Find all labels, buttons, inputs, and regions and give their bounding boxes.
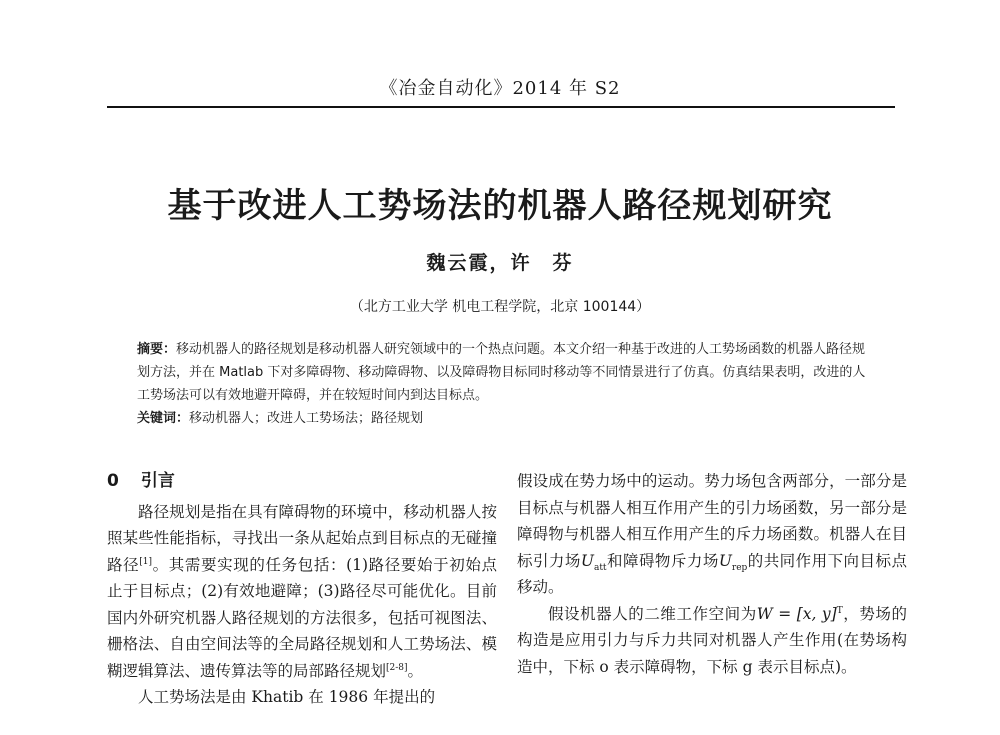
intro-text-end: 。 xyxy=(407,661,424,680)
continued-paragraph xyxy=(517,468,907,601)
citation: [1] xyxy=(139,556,152,567)
paper-title: 基于改进人工势场法的机器人路径规划研究 xyxy=(167,186,833,226)
u-att-subscript: att xyxy=(593,562,607,573)
left-column xyxy=(107,468,497,711)
intro-paragraph xyxy=(107,499,497,685)
right-column xyxy=(517,468,907,680)
section-title: 引言 xyxy=(140,471,175,491)
abstract-label: 摘要： xyxy=(137,342,177,357)
workspace-paragraph xyxy=(517,601,907,681)
affiliation: （北方工业大学 机电工程学院，北京 100144） xyxy=(349,299,651,315)
keywords-label: 关键词： xyxy=(137,411,190,426)
workspace-text: 假设机器人的二维工作空间为 xyxy=(548,604,757,623)
journal-header: 《冶金自动化》2014 年 S2 xyxy=(379,78,621,99)
u-rep-subscript: rep xyxy=(731,562,748,573)
header-rule xyxy=(107,106,895,108)
intro-text: 路径规划是指在具有障碍物的环境中，移动机器人按照某些性能指标，寻找出一条从起始点到目标点的无碰撞路径 xyxy=(107,502,497,574)
abstract xyxy=(137,338,872,407)
cont-text: 假设成在势力场中的运动。势力场包含两部分，一部分是目标点与机器人相互作用产生的引力场函数，另一部分是障碍物与机器人相互作用产生的斥力场函数。机器人在目标引力场 xyxy=(517,472,907,570)
intro-text-continued: 。其需要实现的任务包括：(1)路径要始于初始点止于目标点；(2)有效地避障；(3)路径尽可能优化。目前国内外研究机器人路径规划的方法很多，包括可视图法、栅格法、自由空间法等的全局路径规划和人工势场法、模糊逻辑算法、遗传算法等的局部路径规划 xyxy=(107,555,497,680)
apf-paragraph: 人工势场法是由 Khatib 在 1986 年提出的 xyxy=(138,688,436,706)
section-number: 0 xyxy=(107,471,119,491)
transpose-sup: T xyxy=(836,605,843,616)
authors: 魏云霞，许 芬 xyxy=(426,252,574,274)
workspace-text-rest: ，势场的构造是应用引力与斥力共同对机器人产生作用(在势场构造中，下标 o 表示障碍物，下标 g 表示目标点)。 xyxy=(517,604,907,676)
u-att-symbol: U xyxy=(580,551,594,570)
keywords-text: 移动机器人；改进人工势场法；路径规划 xyxy=(189,411,424,426)
cont-text-end: 的共同作用下向目标点移动。 xyxy=(517,551,907,596)
u-rep-symbol: U xyxy=(718,551,732,570)
citation: [2-8] xyxy=(386,662,408,673)
abstract-text: 移动机器人的路径规划是移动机器人研究领域中的一个热点问题。本文介绍一种基于改进的人工势场函数的机器人路径规划方法，并在 Matlab 下对多障碍物、移动障碍物、以及障碍物目标同时移动等不同情景进行了仿真。仿真结果表明，改进的人工势场法可以有效地避开障碍，并在较短时间内到达目标点。 xyxy=(137,342,866,403)
section-heading xyxy=(107,468,497,495)
keywords xyxy=(137,407,872,430)
workspace-formula: W = [x, y] xyxy=(756,604,837,623)
cont-text-mid: 和障碍物斥力场 xyxy=(606,551,719,570)
abstract-block xyxy=(137,338,872,430)
